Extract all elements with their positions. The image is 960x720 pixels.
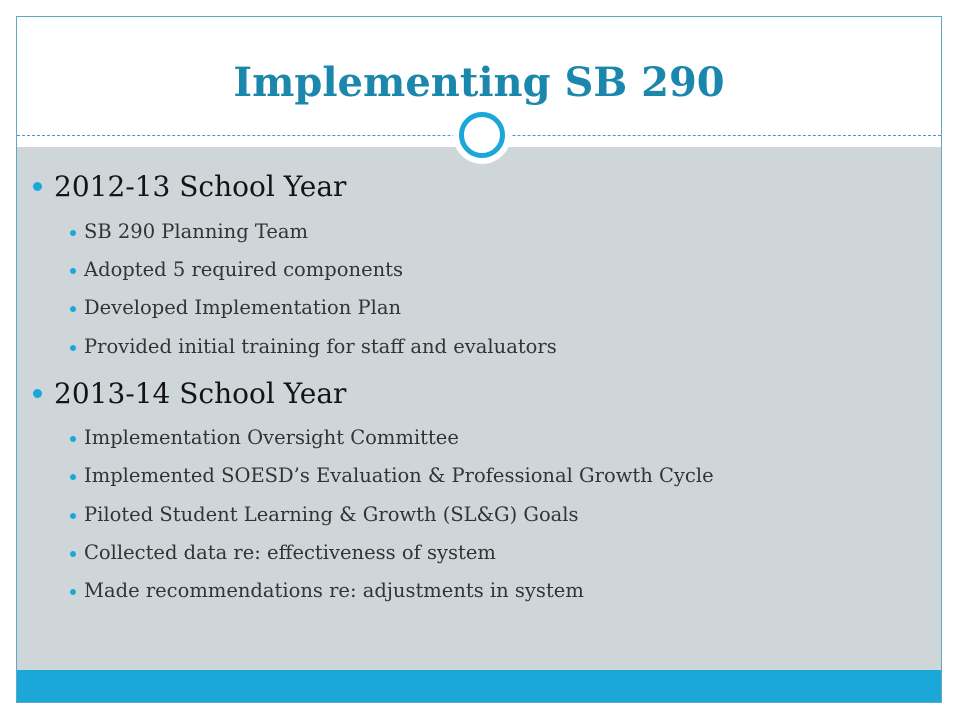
list-item [84, 426, 459, 449]
circle-ring-icon [459, 112, 505, 158]
slide-title: Implementing SB 290 [233, 59, 725, 106]
list-item-text: Piloted Student Learning & Growth (SL&G) Goals [84, 503, 579, 526]
list-item [84, 503, 579, 526]
list-item [84, 258, 403, 281]
bullet-icon [70, 268, 76, 274]
list-item [84, 541, 496, 564]
bullet-icon [70, 474, 76, 480]
list-item [84, 296, 401, 319]
section-heading-2 [54, 377, 346, 410]
list-item-text: SB 290 Planning Team [84, 220, 309, 243]
list-item-text: Developed Implementation Plan [84, 296, 402, 319]
section-heading-1 [54, 170, 346, 203]
list-item [84, 335, 557, 358]
list-item [84, 464, 714, 487]
bullet-icon [70, 551, 76, 557]
section-heading-text: 2012-13 School Year [54, 170, 347, 203]
list-item-text: Provided initial training for staff and evaluators [84, 335, 557, 358]
list-item [84, 220, 308, 243]
bullet-icon [70, 306, 76, 312]
bullet-icon [70, 589, 76, 595]
list-item-text: Made recommendations re: adjustments in system [84, 579, 584, 602]
list-item-text: Implemented SOESD’s Evaluation & Professional Growth Cycle [84, 464, 714, 487]
bullet-icon [70, 345, 76, 351]
section-heading-text: 2013-14 School Year [54, 377, 347, 410]
bullet-icon [70, 436, 76, 442]
bullet-icon [33, 389, 42, 398]
list-item-text: Implementation Oversight Committee [84, 426, 459, 449]
list-item [84, 579, 584, 602]
list-item-text: Adopted 5 required components [84, 258, 404, 281]
bullet-icon [70, 513, 76, 519]
bottom-accent-bar [17, 670, 941, 702]
bullet-icon [70, 230, 76, 236]
list-item-text: Collected data re: effectiveness of system [84, 541, 496, 564]
bullet-icon [33, 182, 42, 191]
